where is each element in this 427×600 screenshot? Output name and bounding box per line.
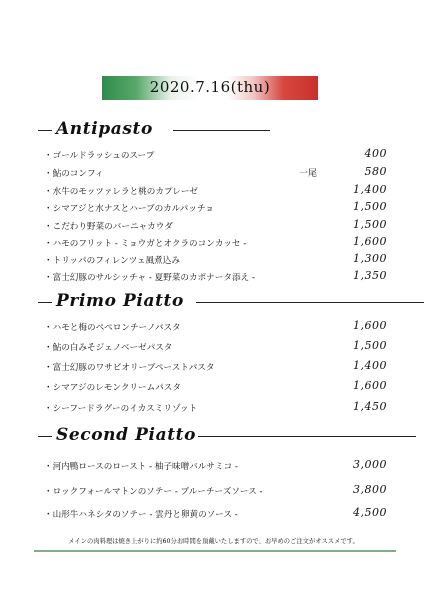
item-name: ・シマアジのレモンクリームパスタ <box>44 383 181 393</box>
section-rule <box>173 130 270 131</box>
section-second-piatto <box>38 425 388 449</box>
section-title: Antipasto <box>56 119 153 139</box>
item-price: 1,600 <box>353 379 387 392</box>
section-dash <box>38 130 52 131</box>
menu-item <box>44 458 387 473</box>
section-primo-piatto <box>38 291 388 315</box>
section-rule <box>198 436 416 437</box>
item-name: ・山形牛ハネシタのソテー - 雲丹と卵黄のソース - <box>44 510 238 520</box>
item-name: ・ハモのフリット - ミョウガとオクラのコンカッセ - <box>44 239 247 249</box>
item-price: 1,600 <box>353 235 387 248</box>
date-banner <box>102 76 318 100</box>
menu-item <box>44 359 387 374</box>
section-rule <box>196 302 424 303</box>
item-price: 1,450 <box>353 400 387 413</box>
menu-item <box>44 183 387 198</box>
menu-item <box>44 147 387 162</box>
menu-item <box>44 235 387 250</box>
item-name: ・ハモと梅のペペロンチーノパスタ <box>44 323 181 333</box>
item-price: 3,800 <box>353 483 387 496</box>
menu-item <box>44 165 387 180</box>
item-name: ・トリッパのフィレンツェ風煮込み <box>44 256 180 266</box>
section-antipasto <box>38 119 388 143</box>
item-name: ・鮎の白みそジェノベーゼパスタ <box>44 343 173 353</box>
section-title: Primo Piatto <box>56 291 184 311</box>
item-name: ・水牛のモッツァレラと桃のカプレーゼ <box>44 187 198 197</box>
menu-item <box>44 218 387 233</box>
item-price: 4,500 <box>353 506 387 519</box>
menu-item <box>44 506 387 521</box>
item-price: 3,000 <box>353 458 387 471</box>
item-name: ・富士幻豚のワサビオリーブペーストパスタ <box>44 363 215 373</box>
item-name: ・ゴールドラッシュのスープ <box>44 151 155 161</box>
item-name: ・こだわり野菜のバーニャカウダ <box>44 222 173 232</box>
item-price: 1,350 <box>353 269 387 282</box>
item-price: 1,400 <box>353 359 387 372</box>
item-price: 580 <box>364 165 387 178</box>
menu-item <box>44 483 387 498</box>
item-price: 1,400 <box>353 183 387 196</box>
menu-item <box>44 319 387 334</box>
footer-divider <box>34 550 396 552</box>
item-price: 1,600 <box>353 319 387 332</box>
menu-item <box>44 269 387 284</box>
item-name: ・シーフードラグーのイカスミリゾット <box>44 404 198 414</box>
item-name: ・ロックフォールマトンのソテー - ブルーチーズソース - <box>44 487 263 497</box>
item-name: ・シマアジと水ナスとハーブのカルパッチョ <box>44 204 214 214</box>
item-price: 400 <box>364 147 387 160</box>
item-name: ・富士幻豚のサルシッチャ - 夏野菜のカポナータ添え - <box>44 273 255 283</box>
menu-item <box>44 200 387 215</box>
menu-date: 2020.7.16(thu) <box>149 78 271 96</box>
section-dash <box>38 436 52 437</box>
item-name: ・鮎のコンフィ <box>44 169 104 179</box>
menu-item <box>44 252 387 267</box>
section-dash <box>38 302 52 303</box>
section-title: Second Piatto <box>56 425 197 445</box>
menu-item <box>44 379 387 394</box>
menu-item <box>44 400 387 415</box>
item-price: 1,500 <box>353 218 387 231</box>
menu-item <box>44 339 387 354</box>
item-note: 一尾 <box>298 169 317 179</box>
footer-note: メインの肉料理は焼き上がりに約60分お時間を頂戴いたしますので、お早めのご注文がオススメです。 <box>68 538 359 545</box>
item-name: ・河内鴨ロースのロースト - 柚子味噌バルサミコ - <box>44 462 239 472</box>
item-price: 1,500 <box>353 200 387 213</box>
item-price: 1,300 <box>353 252 387 265</box>
item-price: 1,500 <box>353 339 387 352</box>
